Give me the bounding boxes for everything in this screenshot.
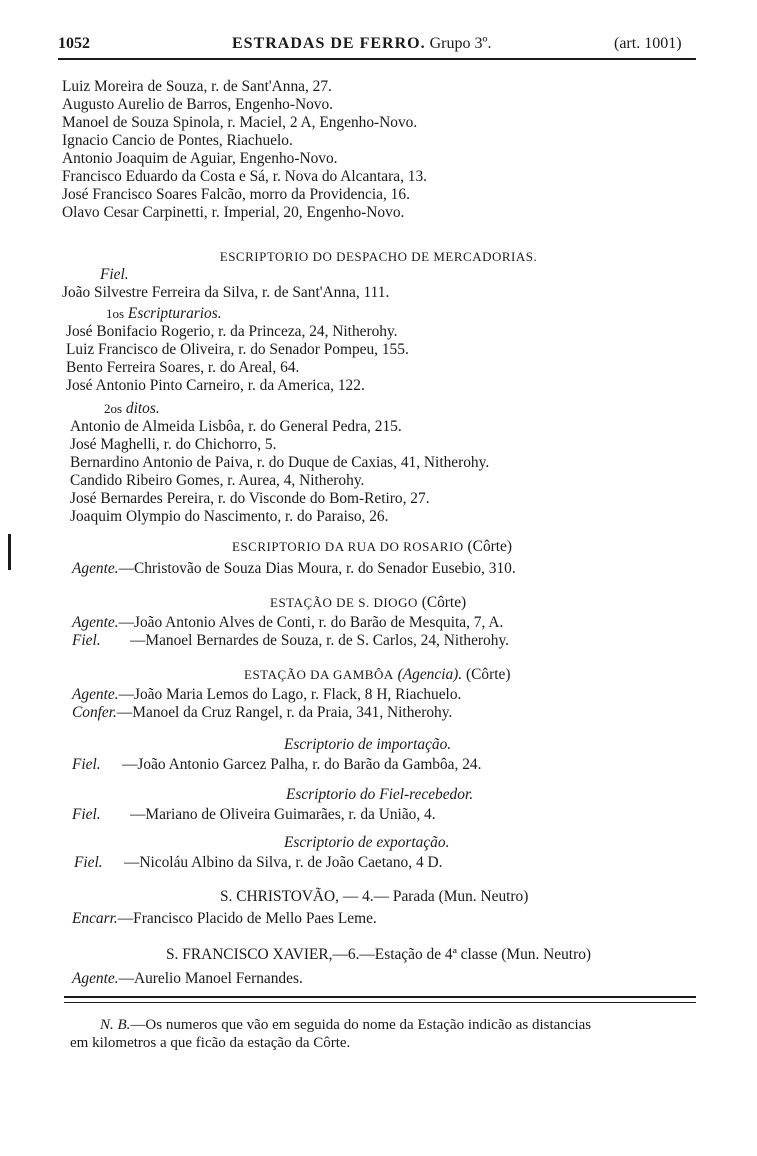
section-heading: Escriptorio de importação. xyxy=(284,736,452,753)
entry-text: —João Antonio Garcez Palha, r. do Barão da Gambôa, 24. xyxy=(122,756,482,773)
list-item: José Antonio Pinto Carneiro, r. da America, 122. xyxy=(66,377,365,394)
section-heading: S. CHRISTOVÃO, — 4.— Parada (Mun. Neutro) xyxy=(220,888,529,905)
section-heading: ESCRIPTORIO DO DESPACHO DE MERCADORIAS. xyxy=(219,249,538,264)
role-label: Agente. xyxy=(72,560,119,577)
running-title: ESTRADAS DE FERRO. xyxy=(232,35,426,52)
list-item: Francisco Eduardo da Costa e Sá, r. Nova do Alcantara, 13. xyxy=(62,168,428,185)
role-text: ditos. xyxy=(125,400,160,417)
entry-row xyxy=(72,910,377,928)
role-label: Fiel. xyxy=(74,854,103,871)
heading-text: ESTAÇÃO DA GAMBÔA xyxy=(244,667,394,682)
header-rule xyxy=(58,58,696,60)
list-item: Augusto Aurelio de Barros, Engenho-Novo. xyxy=(62,96,334,113)
list-item: Ignacio Cancio de Pontes, Riachuelo. xyxy=(62,132,293,149)
entry-row xyxy=(72,614,503,632)
heading-text: ESCRIPTORIO DA RUA DO ROSARIO xyxy=(232,539,464,554)
section-heading: Escriptorio de exportação. xyxy=(284,834,450,851)
heading-text: ESTAÇÃO DE S. DIOGO xyxy=(270,595,418,610)
entry-text: —Manoel Bernardes de Souza, r. de S. Carlos, 24, Nitherohy. xyxy=(130,632,509,649)
article-ref: (art. 1001) xyxy=(614,35,682,52)
list-item: José Bonifacio Rogerio, r. da Princeza, 24, Nitherohy. xyxy=(66,323,398,340)
role-label: Fiel. xyxy=(100,266,129,283)
group-label: Grupo 3º. xyxy=(429,35,492,52)
list-item: Antonio Joaquim de Aguiar, Engenho-Novo. xyxy=(62,150,338,167)
list-item: José Maghelli, r. do Chichorro, 5. xyxy=(70,436,277,453)
list-item: José Francisco Soares Falcão, morro da Providencia, 16. xyxy=(62,186,410,203)
entry-row xyxy=(72,970,303,988)
entry-row xyxy=(72,704,452,722)
role-label: Agente. xyxy=(72,614,119,631)
footnote-label: N. B. xyxy=(100,1017,131,1033)
entry-text: —Aurelio Manoel Fernandes. xyxy=(118,970,303,987)
footnote-line xyxy=(100,1016,591,1034)
list-item: Bento Ferreira Soares, r. do Areal, 64. xyxy=(66,359,300,376)
role-label: Fiel. xyxy=(72,756,101,773)
section-heading xyxy=(244,666,510,684)
ordinal: 2os xyxy=(104,401,123,416)
footnote-line: em kilometros a que ficão da estação da Côrte. xyxy=(70,1035,351,1051)
entry-row xyxy=(72,806,436,824)
list-item: Luiz Francisco de Oliveira, r. do Senador Pompeu, 155. xyxy=(66,341,409,358)
list-item: Manoel de Souza Spinola, r. Maciel, 2 A, Engenho-Novo. xyxy=(62,114,418,131)
footer-rule-thick xyxy=(64,996,696,998)
heading-ital: (Agencia). xyxy=(397,666,463,683)
entry-row xyxy=(72,756,481,774)
section-heading xyxy=(270,594,466,612)
role-label xyxy=(106,305,222,323)
role-label: Agente. xyxy=(72,686,119,703)
heading-suffix: (Côrte) xyxy=(466,666,511,683)
role-label: Encarr. xyxy=(72,910,118,927)
footnote-text: —Os numeros que vão em seguida do nome da Estação indicão as distancias xyxy=(130,1017,592,1033)
role-label xyxy=(104,400,160,418)
ordinal: 1os xyxy=(106,306,125,321)
entry-text: —Nicoláu Albino da Silva, r. de João Caetano, 4 D. xyxy=(124,854,443,871)
entry-text: —João Maria Lemos do Lago, r. Flack, 8 H, Riachuelo. xyxy=(118,686,462,703)
page-title xyxy=(232,34,491,54)
section-heading xyxy=(232,538,512,556)
list-item: João Silvestre Ferreira da Silva, r. de Sant'Anna, 111. xyxy=(62,284,390,301)
entry-text: —Francisco Placido de Mello Paes Leme. xyxy=(117,910,377,927)
list-item: Luiz Moreira de Souza, r. de Sant'Anna, 27. xyxy=(62,78,332,95)
list-item: Olavo Cesar Carpinetti, r. Imperial, 20, Engenho-Novo. xyxy=(62,204,405,221)
role-label: Fiel. xyxy=(72,806,101,823)
entry-text: —Mariano de Oliveira Guimarães, r. da União, 4. xyxy=(130,806,436,823)
section-heading: Escriptorio do Fiel-recebedor. xyxy=(286,786,474,803)
entry-text: —Manoel da Cruz Rangel, r. da Praia, 341, Nitherohy. xyxy=(116,704,453,721)
entry-text: —Christovão de Souza Dias Moura, r. do Senador Eusebio, 310. xyxy=(118,560,516,577)
section-heading: S. FRANCISCO XAVIER,—6.—Estação de 4ª classe (Mun. Neutro) xyxy=(166,946,592,963)
margin-mark xyxy=(8,534,11,570)
heading-suffix: (Côrte) xyxy=(421,594,467,611)
role-label: Fiel. xyxy=(72,632,101,649)
footer-rule-thin xyxy=(64,1002,696,1003)
entry-text: —João Antonio Alves de Conti, r. do Barão de Mesquita, 7, A. xyxy=(118,614,504,631)
role-label: Confer. xyxy=(72,704,117,721)
heading-suffix: (Côrte) xyxy=(467,538,512,555)
entry-row xyxy=(74,854,442,872)
entry-row xyxy=(72,632,509,650)
entry-row xyxy=(72,560,516,578)
role-label: Agente. xyxy=(72,970,119,987)
list-item: Candido Ribeiro Gomes, r. Aurea, 4, Nitherohy. xyxy=(70,472,365,489)
role-text: Escripturarios. xyxy=(127,305,222,322)
list-item: Joaquim Olympio do Nascimento, r. do Paraiso, 26. xyxy=(70,508,389,525)
list-item: Bernardino Antonio de Paiva, r. do Duque de Caxias, 41, Nitherohy. xyxy=(70,454,490,471)
list-item: Antonio de Almeida Lisbôa, r. do General Pedra, 215. xyxy=(70,418,402,435)
list-item: José Bernardes Pereira, r. do Visconde do Bom-Retiro, 27. xyxy=(70,490,430,507)
page-number: 1052 xyxy=(58,35,90,52)
entry-row xyxy=(72,686,461,704)
